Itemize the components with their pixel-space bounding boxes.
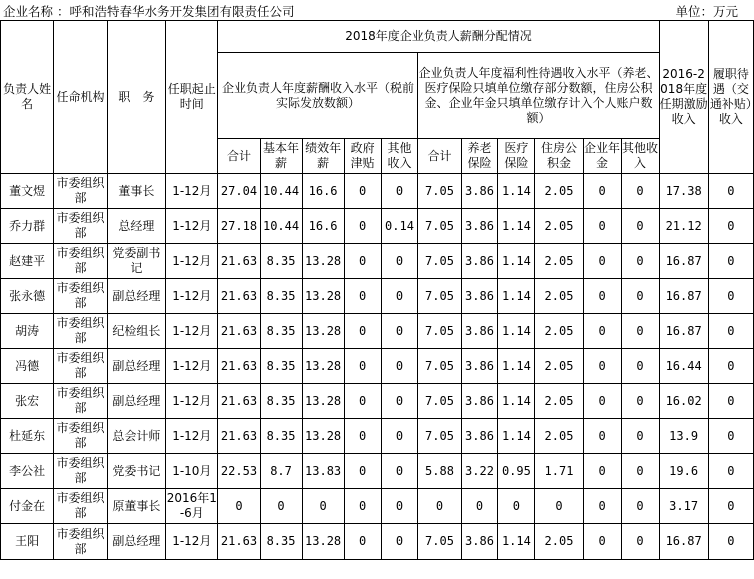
table-row xyxy=(1,174,754,209)
cell-other-income-2: 0 xyxy=(621,314,659,349)
cell-org: 市委组织部 xyxy=(54,174,107,209)
cell-name: 李公社 xyxy=(1,454,54,489)
cell-medical: 1.14 xyxy=(498,314,535,349)
cell-name: 张宏 xyxy=(1,384,54,419)
cell-period: 1-12月 xyxy=(166,419,218,454)
cell-other-income-1: 0.14 xyxy=(381,209,418,244)
cell-medical: 1.14 xyxy=(498,349,535,384)
cell-gov-allowance: 0 xyxy=(344,419,381,454)
cell-gov-allowance: 0 xyxy=(344,174,381,209)
table-row xyxy=(1,314,754,349)
cell-other-income-1: 0 xyxy=(381,314,418,349)
cell-gov-allowance: 0 xyxy=(344,384,381,419)
header-org: 任命机构 xyxy=(54,21,107,174)
cell-position: 党委书记 xyxy=(107,454,165,489)
cell-position: 总会计师 xyxy=(107,419,165,454)
cell-gov-allowance: 0 xyxy=(344,489,381,524)
title-bar xyxy=(0,0,754,20)
cell-medical: 1.14 xyxy=(498,174,535,209)
cell-salary-total: 21.63 xyxy=(218,419,260,454)
cell-perf-salary: 13.28 xyxy=(302,524,344,560)
cell-salary-total: 21.63 xyxy=(218,349,260,384)
cell-base-salary: 10.44 xyxy=(260,174,302,209)
cell-incentive: 19.6 xyxy=(659,454,708,489)
cell-perf-salary: 13.28 xyxy=(302,419,344,454)
cell-incentive: 16.02 xyxy=(659,384,708,419)
cell-org: 市委组织部 xyxy=(54,349,107,384)
cell-salary-total: 21.63 xyxy=(218,524,260,560)
cell-period: 1-12月 xyxy=(166,174,218,209)
cell-annuity: 0 xyxy=(583,419,621,454)
header-medical: 医疗保险 xyxy=(498,139,535,174)
header-perf-salary: 绩效年薪 xyxy=(302,139,344,174)
cell-period: 1-12月 xyxy=(166,244,218,279)
cell-housing-fund: 2.05 xyxy=(535,209,583,244)
cell-other-income-2: 0 xyxy=(621,244,659,279)
cell-incentive: 21.12 xyxy=(659,209,708,244)
cell-duty-allowance: 0 xyxy=(708,314,753,349)
cell-duty-allowance: 0 xyxy=(708,279,753,314)
cell-gov-allowance: 0 xyxy=(344,244,381,279)
cell-welfare-total: 0 xyxy=(418,489,461,524)
cell-position: 副总经理 xyxy=(107,384,165,419)
cell-housing-fund: 2.05 xyxy=(535,419,583,454)
cell-name: 乔力群 xyxy=(1,209,54,244)
cell-other-income-2: 0 xyxy=(621,279,659,314)
cell-incentive: 16.87 xyxy=(659,524,708,560)
company-value: 呼和浩特春华水务开发集团有限责任公司 xyxy=(69,4,295,19)
header-2018-section: 2018年度企业负责人薪酬分配情况 xyxy=(218,21,659,53)
table-row xyxy=(1,279,754,314)
cell-welfare-total: 7.05 xyxy=(418,524,461,560)
cell-other-income-2: 0 xyxy=(621,174,659,209)
cell-incentive: 16.44 xyxy=(659,349,708,384)
cell-pension: 3.86 xyxy=(461,314,498,349)
cell-period: 2016年1-6月 xyxy=(166,489,218,524)
cell-pension: 3.22 xyxy=(461,454,498,489)
header-duty-allowance: 履职待遇（交通补贴）收入 xyxy=(708,21,753,174)
cell-annuity: 0 xyxy=(583,174,621,209)
cell-duty-allowance: 0 xyxy=(708,384,753,419)
cell-housing-fund: 2.05 xyxy=(535,244,583,279)
cell-duty-allowance: 0 xyxy=(708,174,753,209)
header-other-income-1: 其他收入 xyxy=(381,139,418,174)
cell-base-salary: 8.35 xyxy=(260,244,302,279)
cell-position: 党委副书记 xyxy=(107,244,165,279)
cell-housing-fund: 2.05 xyxy=(535,384,583,419)
cell-other-income-2: 0 xyxy=(621,419,659,454)
header-name: 负责人姓名 xyxy=(1,21,54,174)
cell-other-income-1: 0 xyxy=(381,174,418,209)
header-welfare-total: 合计 xyxy=(418,139,461,174)
cell-duty-allowance: 0 xyxy=(708,524,753,560)
cell-other-income-1: 0 xyxy=(381,349,418,384)
cell-salary-total: 27.04 xyxy=(218,174,260,209)
cell-perf-salary: 16.6 xyxy=(302,174,344,209)
cell-base-salary: 10.44 xyxy=(260,209,302,244)
company-label: 企业名称 ： xyxy=(3,4,70,19)
cell-pension: 3.86 xyxy=(461,279,498,314)
cell-welfare-total: 7.05 xyxy=(418,244,461,279)
header-annuity: 企业年金 xyxy=(583,139,621,174)
cell-base-salary: 8.35 xyxy=(260,279,302,314)
cell-perf-salary: 13.28 xyxy=(302,349,344,384)
cell-name: 王阳 xyxy=(1,524,54,560)
cell-annuity: 0 xyxy=(583,524,621,560)
cell-pension: 3.86 xyxy=(461,174,498,209)
cell-housing-fund: 2.05 xyxy=(535,279,583,314)
cell-salary-total: 21.63 xyxy=(218,279,260,314)
cell-incentive: 16.87 xyxy=(659,244,708,279)
cell-welfare-total: 7.05 xyxy=(418,209,461,244)
cell-other-income-2: 0 xyxy=(621,454,659,489)
cell-position: 纪检组长 xyxy=(107,314,165,349)
cell-perf-salary: 16.6 xyxy=(302,209,344,244)
cell-period: 1-12月 xyxy=(166,524,218,560)
cell-housing-fund: 2.05 xyxy=(535,524,583,560)
cell-position: 副总经理 xyxy=(107,524,165,560)
cell-housing-fund: 2.05 xyxy=(535,349,583,384)
cell-other-income-2: 0 xyxy=(621,209,659,244)
cell-org: 市委组织部 xyxy=(54,279,107,314)
cell-salary-total: 21.63 xyxy=(218,384,260,419)
cell-perf-salary: 13.28 xyxy=(302,279,344,314)
cell-annuity: 0 xyxy=(583,244,621,279)
cell-other-income-2: 0 xyxy=(621,489,659,524)
cell-other-income-1: 0 xyxy=(381,279,418,314)
table-row xyxy=(1,489,754,524)
cell-annuity: 0 xyxy=(583,279,621,314)
cell-annuity: 0 xyxy=(583,454,621,489)
cell-org: 市委组织部 xyxy=(54,524,107,560)
cell-other-income-1: 0 xyxy=(381,454,418,489)
cell-salary-total: 21.63 xyxy=(218,314,260,349)
header-salary-total: 合计 xyxy=(218,139,260,174)
cell-period: 1-12月 xyxy=(166,279,218,314)
header-housing-fund: 住房公积金 xyxy=(535,139,583,174)
cell-housing-fund: 0 xyxy=(535,489,583,524)
header-position: 职 务 xyxy=(107,21,165,174)
cell-name: 董文煜 xyxy=(1,174,54,209)
cell-base-salary: 8.35 xyxy=(260,419,302,454)
cell-position: 总经理 xyxy=(107,209,165,244)
cell-perf-salary: 13.83 xyxy=(302,454,344,489)
cell-medical: 0.95 xyxy=(498,454,535,489)
table-row xyxy=(1,419,754,454)
table-row xyxy=(1,349,754,384)
cell-other-income-1: 0 xyxy=(381,489,418,524)
cell-salary-total: 0 xyxy=(218,489,260,524)
cell-period: 1-10月 xyxy=(166,454,218,489)
cell-pension: 0 xyxy=(461,489,498,524)
cell-duty-allowance: 0 xyxy=(708,419,753,454)
cell-annuity: 0 xyxy=(583,384,621,419)
cell-medical: 1.14 xyxy=(498,384,535,419)
cell-annuity: 0 xyxy=(583,209,621,244)
cell-org: 市委组织部 xyxy=(54,489,107,524)
cell-duty-allowance: 0 xyxy=(708,454,753,489)
cell-base-salary: 8.35 xyxy=(260,349,302,384)
cell-housing-fund: 2.05 xyxy=(535,314,583,349)
cell-name: 赵建平 xyxy=(1,244,54,279)
cell-welfare-total: 7.05 xyxy=(418,174,461,209)
cell-name: 杜延东 xyxy=(1,419,54,454)
unit-label: 单位：万元 xyxy=(675,4,738,19)
cell-position: 副总经理 xyxy=(107,279,165,314)
cell-gov-allowance: 0 xyxy=(344,349,381,384)
cell-housing-fund: 2.05 xyxy=(535,174,583,209)
cell-incentive: 17.38 xyxy=(659,174,708,209)
company-name xyxy=(3,2,295,20)
cell-pension: 3.86 xyxy=(461,244,498,279)
cell-welfare-total: 7.05 xyxy=(418,314,461,349)
cell-incentive: 16.87 xyxy=(659,279,708,314)
cell-org: 市委组织部 xyxy=(54,384,107,419)
cell-name: 付金在 xyxy=(1,489,54,524)
cell-welfare-total: 7.05 xyxy=(418,419,461,454)
header-period: 任职起止时间 xyxy=(166,21,218,174)
cell-perf-salary: 0 xyxy=(302,489,344,524)
cell-duty-allowance: 0 xyxy=(708,349,753,384)
header-gov-allowance: 政府津贴 xyxy=(344,139,381,174)
header-base-salary: 基本年薪 xyxy=(260,139,302,174)
cell-org: 市委组织部 xyxy=(54,244,107,279)
cell-name: 冯德 xyxy=(1,349,54,384)
cell-duty-allowance: 0 xyxy=(708,244,753,279)
cell-period: 1-12月 xyxy=(166,384,218,419)
cell-annuity: 0 xyxy=(583,349,621,384)
table-row xyxy=(1,384,754,419)
cell-base-salary: 8.35 xyxy=(260,384,302,419)
cell-pension: 3.86 xyxy=(461,384,498,419)
cell-perf-salary: 13.28 xyxy=(302,384,344,419)
cell-org: 市委组织部 xyxy=(54,454,107,489)
cell-salary-total: 21.63 xyxy=(218,244,260,279)
cell-other-income-1: 0 xyxy=(381,244,418,279)
cell-salary-total: 27.18 xyxy=(218,209,260,244)
cell-period: 1-12月 xyxy=(166,209,218,244)
cell-duty-allowance: 0 xyxy=(708,209,753,244)
cell-pension: 3.86 xyxy=(461,209,498,244)
cell-medical: 1.14 xyxy=(498,209,535,244)
cell-other-income-2: 0 xyxy=(621,349,659,384)
cell-org: 市委组织部 xyxy=(54,419,107,454)
table-row xyxy=(1,244,754,279)
header-welfare-group: 企业负责人年度福利性待遇收入水平（养老、医疗保险只填单位缴存部分数额，住房公积金、企业年金只填单位缴存计入个人账户数额） xyxy=(418,53,659,139)
cell-base-salary: 8.7 xyxy=(260,454,302,489)
cell-other-income-1: 0 xyxy=(381,419,418,454)
cell-gov-allowance: 0 xyxy=(344,209,381,244)
cell-annuity: 0 xyxy=(583,314,621,349)
cell-duty-allowance: 0 xyxy=(708,489,753,524)
cell-position: 董事长 xyxy=(107,174,165,209)
cell-gov-allowance: 0 xyxy=(344,279,381,314)
cell-perf-salary: 13.28 xyxy=(302,314,344,349)
cell-welfare-total: 7.05 xyxy=(418,384,461,419)
cell-incentive: 3.17 xyxy=(659,489,708,524)
cell-gov-allowance: 0 xyxy=(344,524,381,560)
cell-annuity: 0 xyxy=(583,489,621,524)
cell-incentive: 13.9 xyxy=(659,419,708,454)
table-row xyxy=(1,209,754,244)
cell-incentive: 16.87 xyxy=(659,314,708,349)
cell-base-salary: 8.35 xyxy=(260,314,302,349)
cell-medical: 1.14 xyxy=(498,279,535,314)
cell-other-income-1: 0 xyxy=(381,384,418,419)
cell-gov-allowance: 0 xyxy=(344,314,381,349)
cell-base-salary: 0 xyxy=(260,489,302,524)
cell-other-income-1: 0 xyxy=(381,524,418,560)
cell-period: 1-12月 xyxy=(166,349,218,384)
cell-name: 张永德 xyxy=(1,279,54,314)
cell-org: 市委组织部 xyxy=(54,209,107,244)
cell-pension: 3.86 xyxy=(461,349,498,384)
cell-other-income-2: 0 xyxy=(621,384,659,419)
cell-other-income-2: 0 xyxy=(621,524,659,560)
cell-medical: 1.14 xyxy=(498,244,535,279)
cell-salary-total: 22.53 xyxy=(218,454,260,489)
cell-medical: 1.14 xyxy=(498,419,535,454)
cell-medical: 0 xyxy=(498,489,535,524)
salary-table xyxy=(0,20,754,560)
header-other-income-2: 其他收入 xyxy=(621,139,659,174)
cell-welfare-total: 7.05 xyxy=(418,279,461,314)
table-row xyxy=(1,454,754,489)
header-pension: 养老保险 xyxy=(461,139,498,174)
cell-pension: 3.86 xyxy=(461,524,498,560)
cell-welfare-total: 5.88 xyxy=(418,454,461,489)
cell-base-salary: 8.35 xyxy=(260,524,302,560)
cell-position: 原董事长 xyxy=(107,489,165,524)
cell-name: 胡涛 xyxy=(1,314,54,349)
cell-period: 1-12月 xyxy=(166,314,218,349)
cell-medical: 1.14 xyxy=(498,524,535,560)
cell-perf-salary: 13.28 xyxy=(302,244,344,279)
cell-housing-fund: 1.71 xyxy=(535,454,583,489)
cell-pension: 3.86 xyxy=(461,419,498,454)
cell-gov-allowance: 0 xyxy=(344,454,381,489)
cell-org: 市委组织部 xyxy=(54,314,107,349)
table-row xyxy=(1,524,754,560)
cell-position: 副总经理 xyxy=(107,349,165,384)
header-salary-group: 企业负责人年度薪酬收入水平（税前实际发放数额） xyxy=(218,53,418,139)
cell-welfare-total: 7.05 xyxy=(418,349,461,384)
header-incentive: 2016-2018年度任期激励收入 xyxy=(659,21,708,174)
